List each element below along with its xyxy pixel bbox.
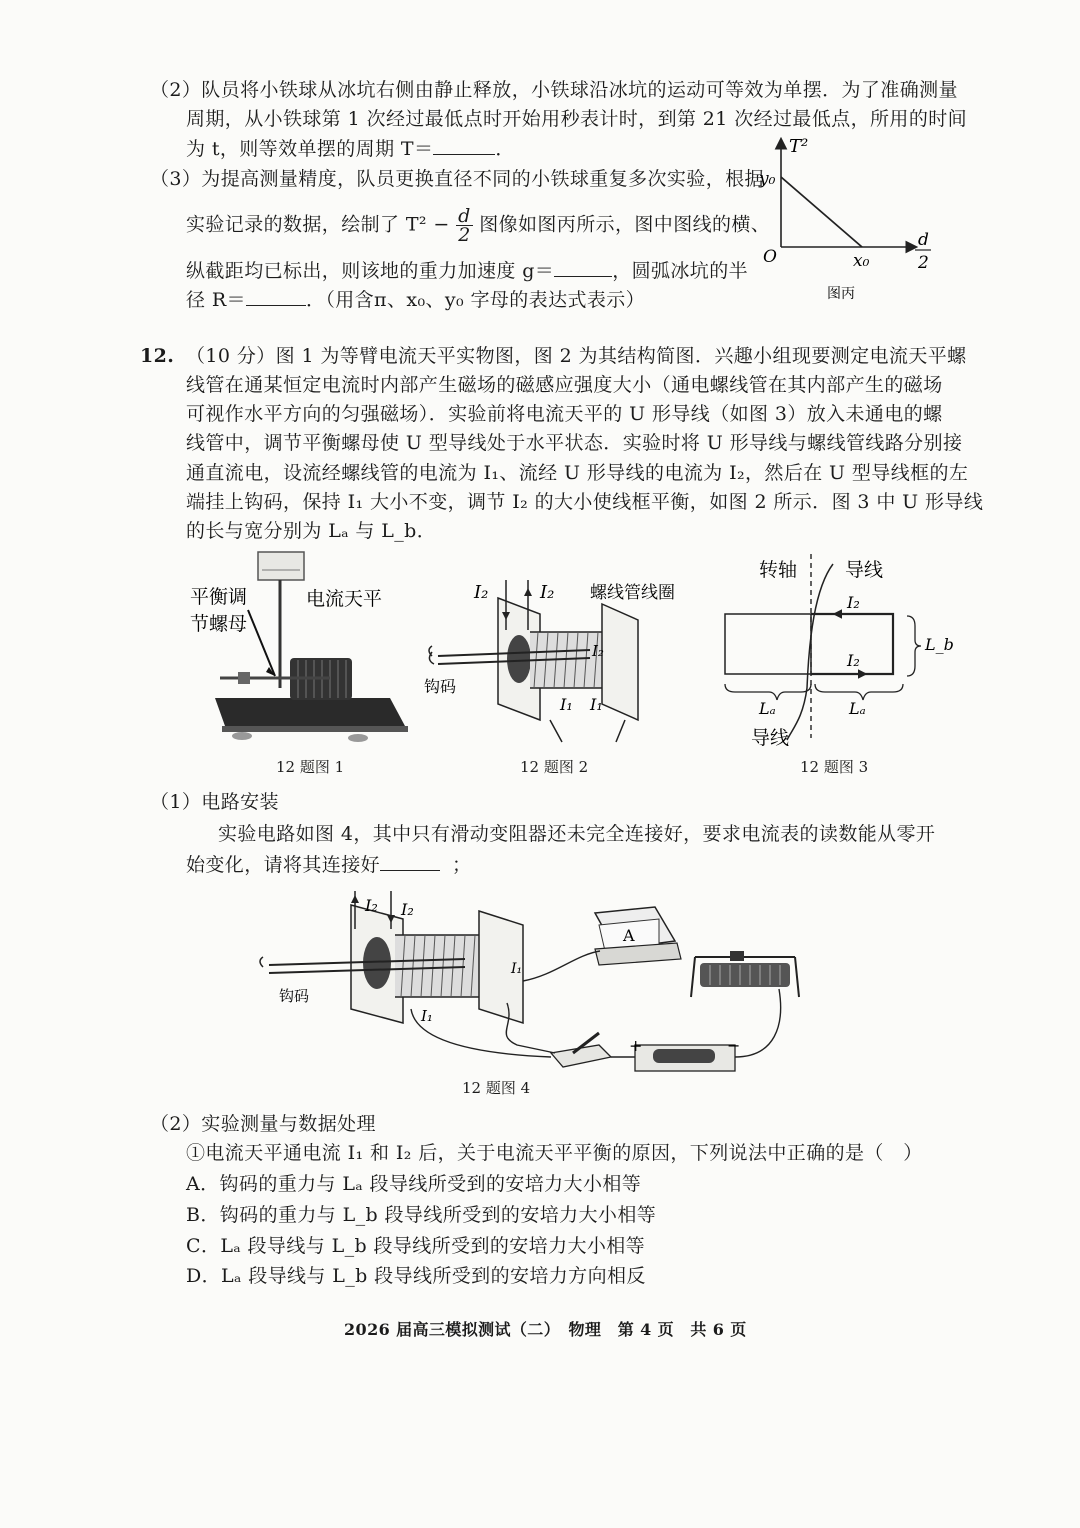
part3-line-4-end: ．（用含π、x₀、y₀ 字母的表达式表示） (305, 289, 646, 311)
label-balance: 电流天平 (306, 588, 383, 610)
fig3-wire-top-label: 导线 (845, 559, 884, 581)
part3-line-3 (186, 258, 748, 283)
balance-base (215, 698, 405, 726)
fig3-la-right: Lₐ (849, 699, 866, 718)
q12-line-3: 可视作水平方向的匀强磁场）．实验前将电流天平的 U 形导线（如图 3）放入未通电的螺 (186, 403, 943, 425)
fig2-i1-a: I₁ (560, 695, 573, 714)
fig2-i2-a: I₂ (474, 582, 489, 603)
g-answer-blank[interactable] (554, 258, 612, 277)
fig4-i2-b: I₂ (401, 900, 414, 919)
battery-plus-label: + (629, 1036, 643, 1055)
part3-line-2-end: 图像如图丙所示，图中图线的横、 (479, 213, 771, 236)
battery-minus-label: − (727, 1036, 741, 1055)
figure-4-circuit (255, 885, 815, 1085)
option-d[interactable]: D．Lₐ 段导线与 L_b 段导线所受到的安培力方向相反 (186, 1265, 646, 1287)
graph-x0-label: x₀ (853, 251, 870, 271)
graph-origin-label: O (763, 247, 777, 267)
q12-line-6: 端挂上钩码，保持 I₁ 大小不变，调节 I₂ 的大小使线框平衡，如图 2 所示．图 3 中 U 形导线 (186, 491, 984, 513)
sliding-rheostat (700, 963, 790, 987)
fig4-i2-a: I₂ (365, 896, 378, 915)
right-plate (602, 604, 638, 720)
fig2-i1-b: I₁ (590, 695, 603, 714)
option-b[interactable]: B．钩码的重力与 L_b 段导线所受到的安培力大小相等 (186, 1204, 657, 1226)
q12-line-4: 线管中，调节平衡螺母使 U 型导线处于水平状态．实验时将 U 形导线与螺线管线路分别接 (186, 432, 963, 454)
fig4-i1-b: I₁ (421, 1007, 433, 1025)
fig3-caption: 12 题图 3 (800, 758, 869, 776)
part2-line-3-end: ． (495, 138, 515, 160)
option-c[interactable]: C．Lₐ 段导线与 L_b 段导线所受到的安培力大小相等 (186, 1235, 646, 1257)
option-a[interactable]: A．钩码的重力与 Lₐ 段导线所受到的安培力大小相等 (186, 1173, 642, 1195)
part3-line-2-text: 实验记录的数据，绘制了 T² − (186, 213, 450, 236)
frac-numerator: d (458, 205, 471, 227)
figure-3-u-wire (715, 548, 965, 753)
graph-y0-label: y₀ (759, 169, 776, 189)
part2-line-2: 周期，从小铁球第 1 次经过最低点时开始用秒表计时，到第 21 次经过最低点，所用的时间 (186, 108, 968, 130)
part3-line-3-end: ，圆弧冰坑的半 (612, 260, 749, 282)
q12-line-7: 的长与宽分别为 Lₐ 与 L_b． (186, 520, 437, 542)
part2-line-3 (186, 136, 515, 161)
graph-x-label-num: d (918, 230, 929, 250)
sub1-line-2 (186, 852, 471, 877)
label-nut-2: 节螺母 (190, 613, 248, 635)
ammeter-label: A (623, 926, 635, 945)
part3-line-1: （3）为提高测量精度，队员更换直径不同的小铁球重复多次实验，根据 (150, 168, 764, 190)
graph-y-label: T² (789, 136, 809, 157)
r-answer-blank[interactable] (246, 287, 306, 306)
sub1-line-2-end: ； (452, 854, 472, 876)
sub1-line-2-text: 始变化，请将其连接好 (186, 854, 381, 876)
fig3-wire-bottom-label: 导线 (751, 727, 790, 749)
graph-caption: 图丙 (827, 286, 855, 302)
period-answer-blank[interactable] (433, 136, 495, 155)
sub2-title: （2）实验测量与数据处理 (150, 1113, 376, 1135)
fig3-i2-bottom: I₂ (847, 651, 860, 670)
scale-plate (258, 552, 304, 580)
wire-battery-rheostat (735, 989, 781, 1057)
fig3-i2-top: I₂ (847, 593, 860, 612)
figure-2-structure-diagram (420, 570, 700, 750)
fig3-la-left: Lₐ (759, 699, 776, 718)
graph-x-label-den: 2 (918, 253, 929, 273)
part2-line-3-text: 为 t，则等效单摆的周期 T＝ (186, 138, 434, 160)
fig3-lb-label: L_b (925, 635, 954, 654)
graph-bing (755, 132, 945, 312)
frac-denominator: 2 (458, 224, 471, 246)
lead-wire (787, 564, 833, 740)
fig2-weight-label: 钩码 (424, 677, 457, 696)
fig4-weight-label: 钩码 (279, 987, 310, 1005)
graph-data-line (781, 177, 862, 247)
part3-line-3-text: 纵截距均已标出，则该地的重力加速度 g＝ (186, 260, 555, 282)
part3-line-2 (186, 207, 770, 244)
q12-number: 12. (140, 345, 175, 367)
fig2-coil-label: 螺线管线圈 (590, 583, 675, 603)
fig4-i1-a: I₁ (511, 961, 523, 977)
q12-line-1: （10 分）图 1 为等臂电流天平实物图，图 2 为其结构简图．兴趣小组现要测定电流天平螺 (186, 345, 967, 367)
fig3-axis-label: 转轴 (759, 559, 798, 581)
fig2-i2-c: I₂ (592, 642, 604, 660)
page-footer: 2026 届高三模拟测试（二） 物理 第 4 页 共 6 页 (344, 1320, 747, 1339)
part2-line-1: （2）队员将小铁球从冰坑右侧由静止释放，小铁球沿冰坑的运动可等效为单摆．为了准确测量 (150, 79, 958, 101)
sub1-line-1: 实验电路如图 4，其中只有滑动变阻器还未完全连接好，要求电流表的读数能从零开 (218, 823, 936, 845)
u-wire-left-part (725, 614, 811, 674)
fig1-caption: 12 题图 1 (276, 758, 345, 776)
q12-line-2: 线管在通某恒定电流时内部产生磁场的磁感应强度大小（通电螺线管在其内部产生的磁场 (186, 374, 943, 396)
fig2-caption: 12 题图 2 (520, 758, 589, 776)
q12-line-5: 通直流电，设流经螺线管的电流为 I₁、流经 U 形导线的电流为 I₂，然后在 U 型导线框的左 (186, 462, 969, 484)
label-nut-1: 平衡调 (190, 586, 248, 608)
circuit-answer-blank[interactable] (380, 852, 440, 871)
part3-line-4-text: 径 R＝ (186, 289, 246, 311)
sub2-question: ①电流天平通电流 I₁ 和 I₂ 后，关于电流天平平衡的原因，下列说法中正确的是（ ） (186, 1142, 923, 1164)
figure-1-balance-photo (180, 548, 420, 748)
fig4-caption: 12 题图 4 (462, 1079, 531, 1097)
d-over-2-fraction (456, 207, 473, 244)
sub1-title: （1）电路安装 (150, 791, 279, 813)
part3-line-4 (186, 287, 645, 312)
fig2-i2-b: I₂ (540, 582, 555, 603)
hook-weight (429, 646, 434, 664)
wire-to-ammeter (523, 951, 600, 981)
